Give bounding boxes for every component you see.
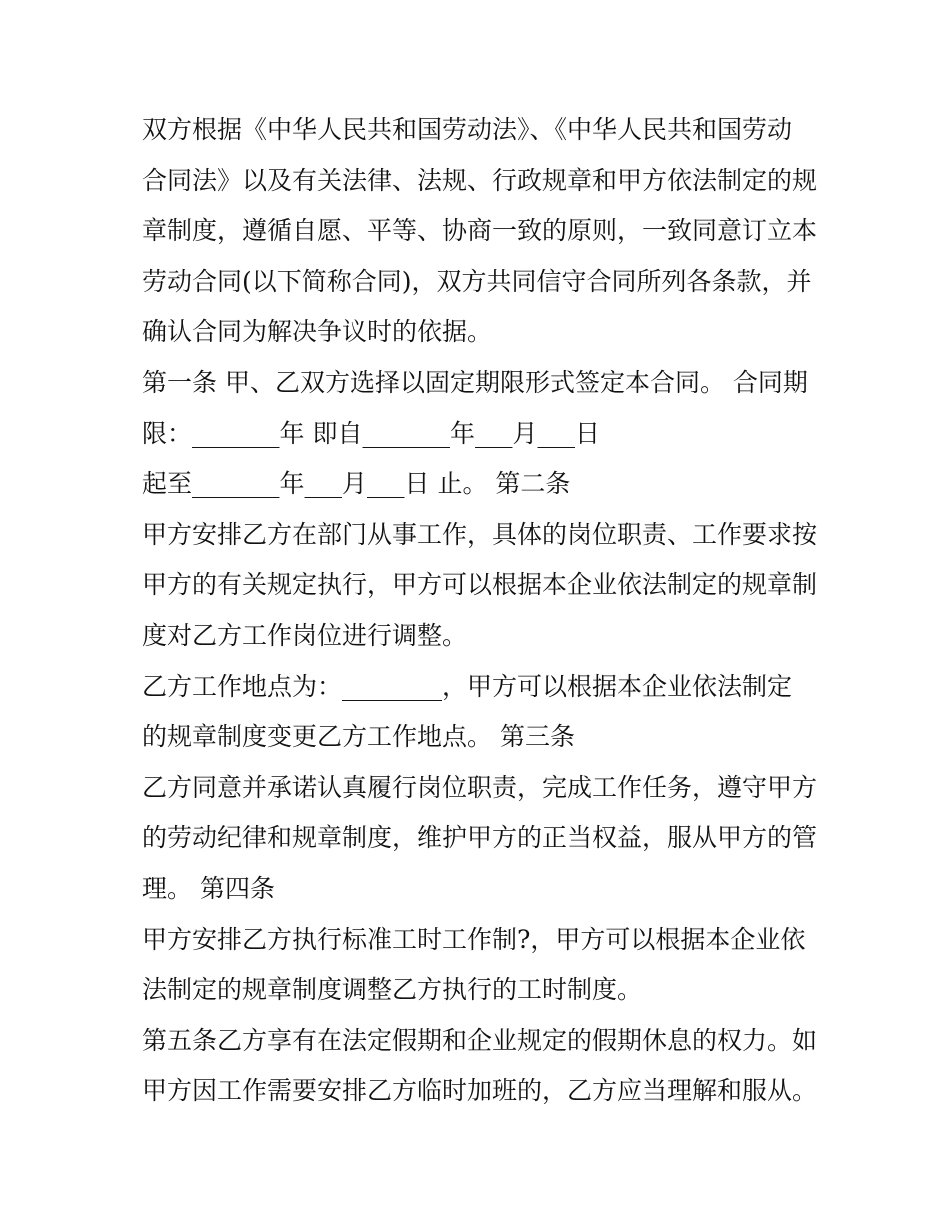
text-line: 甲方安排乙方执行标准工时工作制?，甲方可以根据本企业依 [142, 925, 806, 954]
text-line: 第五条乙方享有在法定假期和企业规定的假期休息的权力。如 [142, 1026, 818, 1055]
text-line: 度对乙方工作岗位进行调整。 [142, 621, 468, 650]
text-line: 合同法》以及有关法律、法规、行政规章和甲方依法制定的规 [142, 166, 818, 195]
text-line: 理。 第四条 [142, 874, 275, 903]
text-line: 乙方工作地点为：________，甲方可以根据本企业依法制定 [142, 672, 793, 701]
text-line: 的劳动纪律和规章制度，维护甲方的正当权益，服从甲方的管 [142, 823, 818, 852]
text-line: 劳动合同(以下简称合同)，双方共同信守合同所列各条款，并 [142, 267, 812, 296]
text-line: 甲方的有关规定执行，甲方可以根据本企业依法制定的规章制 [142, 570, 818, 599]
text-line: 的规章制度变更乙方工作地点。 第三条 [142, 722, 575, 751]
text-line: 甲方因工作需要安排乙方临时加班的，乙方应当理解和服从。 [142, 1076, 818, 1105]
text-line: 法制定的规章制度调整乙方执行的工时制度。 [142, 975, 643, 1004]
text-line: 起至_______年___月___日 止。 第二条 [142, 469, 571, 498]
text-line: 乙方同意并承诺认真履行岗位职责，完成工作任务，遵守甲方 [142, 773, 818, 802]
text-line: 章制度，遵循自愿、平等、协商一致的原则，一致同意订立本 [142, 216, 818, 245]
text-line: 确认合同为解决争议时的依据。 [142, 317, 493, 346]
text-line: 第一条 甲、乙双方选择以固定期限形式签定本合同。 合同期 [142, 368, 808, 397]
text-line: 双方根据《中华人民共和国劳动法》、《中华人民共和国劳动 [142, 115, 793, 144]
text-line: 甲方安排乙方在部门从事工作，具体的岗位职责、工作要求按 [142, 520, 818, 549]
text-line: 限：_______年 即自_______年___月___日 [142, 419, 600, 448]
